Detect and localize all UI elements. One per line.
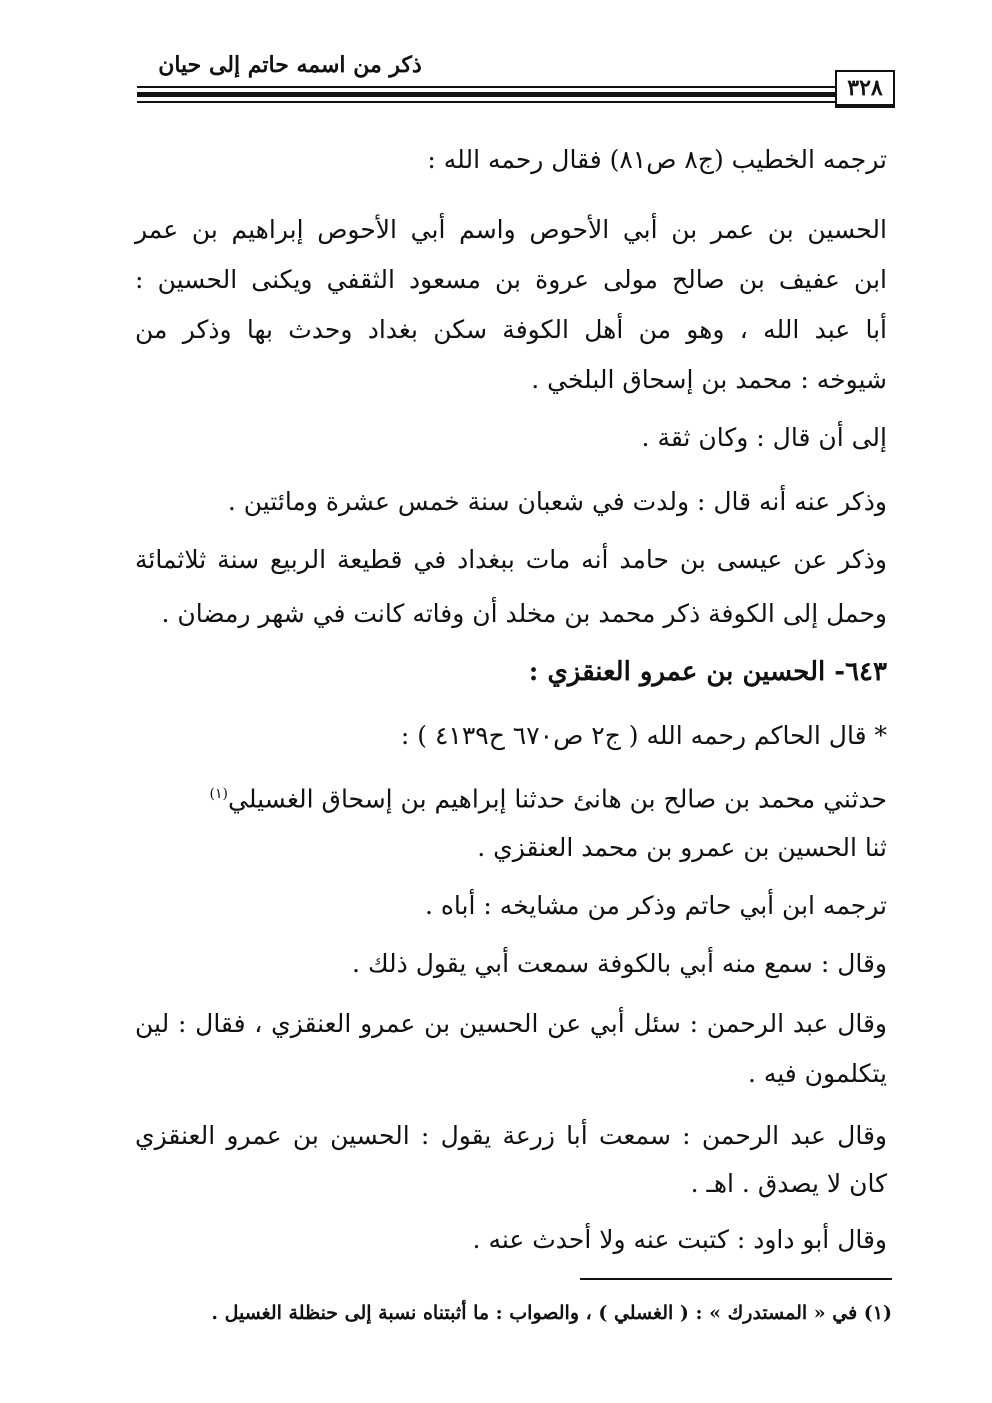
running-header-title: ذكر من اسمه حاتم إلى حيان [158, 52, 422, 78]
entry-heading [529, 654, 887, 690]
header-rule-thick [137, 92, 835, 97]
text-line: كان لا يصدق . اهـ . [690, 1169, 887, 1198]
text-segment: حدثني محمد بن صالح بن هانئ حدثنا إبراهيم بن إسحاق الغسيلي [228, 784, 887, 814]
header-rule-top [137, 86, 835, 88]
text-line: وذكر عنه أنه قال : ولدت في شعبان سنة خمس عشرة ومائتين . [227, 487, 887, 516]
text-line: ابن عفيف بن صالح مولى عروة بن مسعود الثقفي ويكنى الحسين : [135, 265, 887, 294]
text-line: أبا عبد الله ، وهو من أهل الكوفة سكن بغداد وحدث بها وذكر من [135, 315, 887, 344]
text-line: ترجمه الخطيب (ج٨ ص٨١) فقال رحمه الله : [427, 145, 887, 174]
text-line: ترجمه ابن أبي حاتم وذكر من مشايخه : أباه . [424, 891, 887, 920]
footnote-separator [580, 1278, 892, 1280]
text-line [210, 776, 887, 817]
text-line: إلى أن قال : وكان ثقة . [641, 423, 887, 452]
text-line: الحسين بن عمر بن أبي الأحوص واسم أبي الأحوص إبراهيم بن عمر [135, 215, 887, 244]
footnote-mark: (١) [209, 786, 229, 802]
text-line: ثنا الحسين بن عمرو بن محمد العنقزي . [477, 833, 887, 862]
footnote-1: (١) في « المستدرك » : ( الغسلي ) ، والصواب : ما أثبتناه نسبة إلى حنظلة الغسيل . [211, 1302, 892, 1324]
text-line: * قال الحاكم رحمه الله ( ج٢ ص٦٧٠ ح٤١٣٩ ) : [400, 721, 887, 750]
text-line: وقال أبو داود : كتبت عنه ولا أحدث عنه . [472, 1225, 887, 1254]
page-number: ٣٢٨ [835, 70, 895, 108]
text-line: وقال : سمع منه أبي بالكوفة سمعت أبي يقول ذلك . [352, 949, 887, 978]
text-line: شيوخه : محمد بن إسحاق البلخي . [531, 365, 887, 394]
text-line: وقال عبد الرحمن : سمعت أبا زرعة يقول : الحسين بن عمرو العنقزي [135, 1121, 887, 1150]
text-line: وذكر عن عيسى بن حامد أنه مات ببغداد في قطيعة الربيع سنة ثلاثمائة [135, 545, 887, 574]
entry-number: ٦٤٣- [834, 657, 887, 687]
header-rule-bottom [137, 101, 835, 103]
text-line: وقال عبد الرحمن : سئل أبي عن الحسين بن عمرو العنقزي ، فقال : لين [135, 1009, 887, 1038]
text-line: وحمل إلى الكوفة ذكر محمد بن مخلد أن وفاته كانت في شهر رمضان . [161, 599, 887, 628]
text-line: يتكلمون فيه . [747, 1059, 887, 1088]
entry-name: الحسين بن عمرو العنقزي : [528, 657, 826, 687]
